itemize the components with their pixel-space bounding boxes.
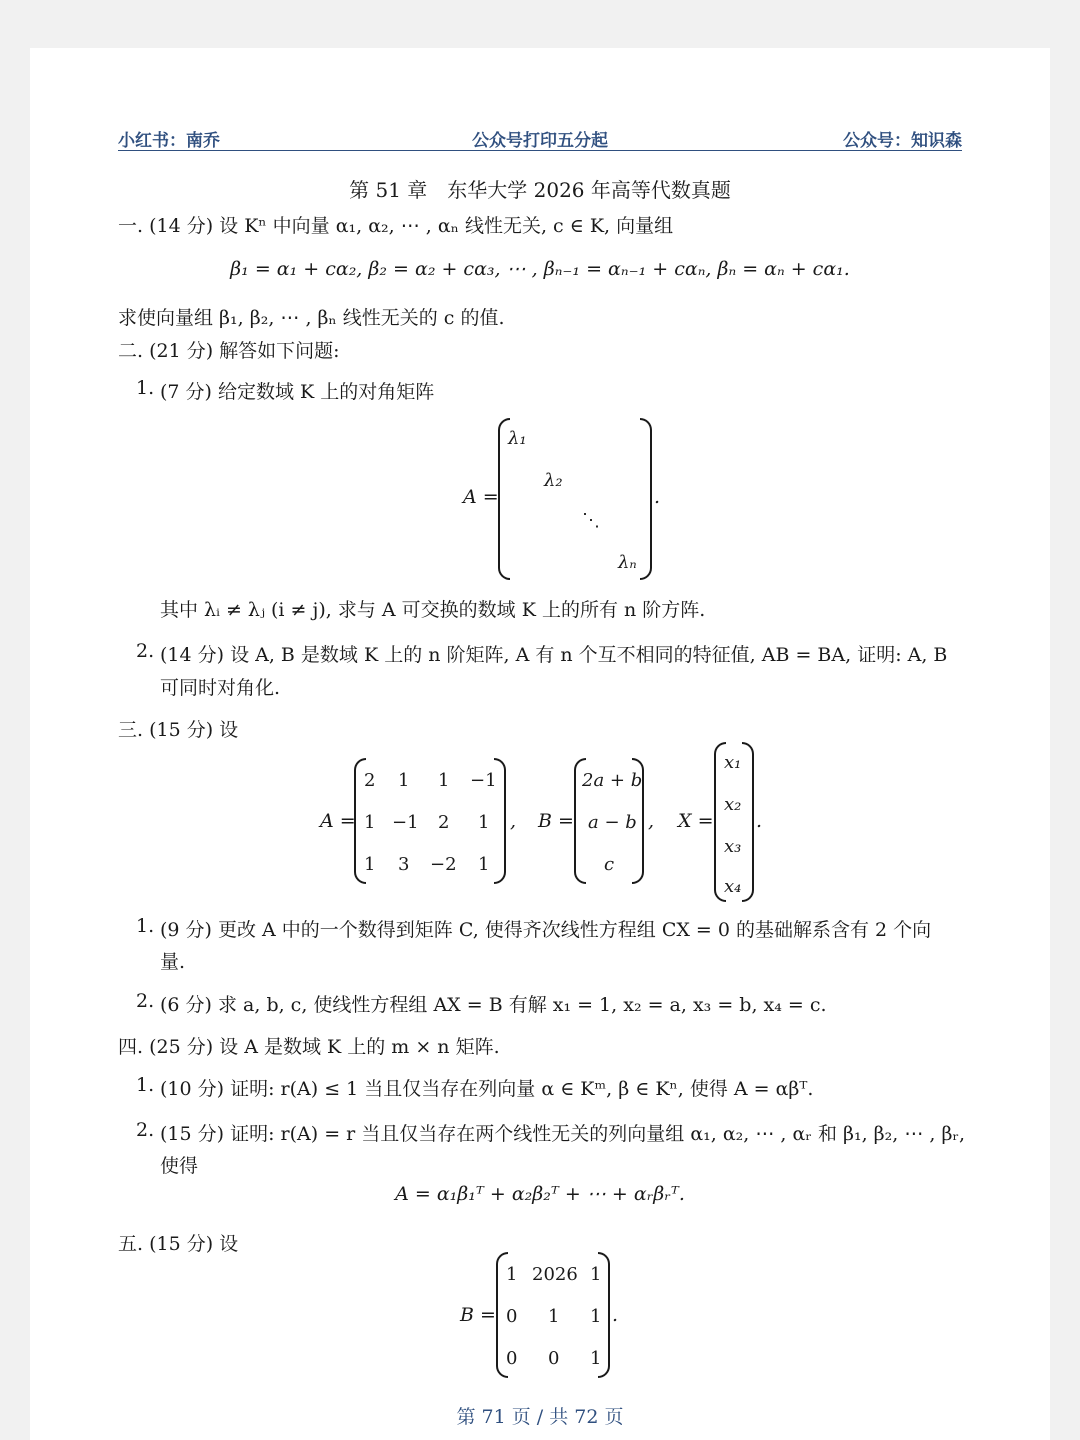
q3-p1-line2: 量. — [160, 951, 186, 973]
matrix-A-cell: 1 — [398, 770, 410, 791]
q2-p1-number: 1. — [136, 377, 155, 399]
q3-p1-line1: (9 分) 更改 A 中的一个数得到矩阵 C, 使得齐次线性方程组 CX = 0 的基础解系含有 2 个向 — [160, 919, 932, 941]
q4-p2-line2: 使得 — [160, 1155, 199, 1177]
matrix-B-cell: 2026 — [532, 1264, 578, 1285]
q3-p2-number: 2. — [136, 990, 155, 1012]
right-paren — [742, 742, 754, 902]
matrix-A-cell: 1 — [364, 812, 376, 833]
q3-B-label: B = — [538, 810, 574, 832]
header-rule — [118, 150, 962, 151]
q1-intro: 一. (14 分) 设 Kⁿ 中向量 α₁, α₂, ⋯ , αₙ 线性无关, c ∈ K, 向量组 — [118, 215, 674, 237]
vector-X-entry: x₁ — [724, 752, 742, 773]
q2-p1-text: (7 分) 给定数域 K 上的对角矩阵 — [160, 381, 435, 403]
matrix-A-cell: 1 — [364, 854, 376, 875]
q3-A-label: A = — [320, 810, 356, 832]
q4-p2-number: 2. — [136, 1119, 155, 1141]
vector-B-entry: a − b — [588, 812, 637, 833]
matrix-B-cell: 0 — [548, 1348, 560, 1369]
matrix-A-cell: −1 — [392, 812, 419, 833]
q5-intro: 五. (15 分) 设 — [118, 1233, 239, 1255]
matrix-B-cell: 0 — [506, 1306, 518, 1327]
vector-X — [714, 742, 754, 902]
vector-X-entry: x₂ — [724, 794, 742, 815]
q2-p2-line1: (14 分) 设 A, B 是数域 K 上的 n 阶矩阵, A 有 n 个互不相同的特征值, AB = BA, 证明: A, B — [160, 644, 948, 666]
matrix-A-cell: −1 — [470, 770, 497, 791]
diag-entry-2: λ₂ — [544, 470, 563, 491]
matrix-A-cell: 1 — [478, 812, 490, 833]
q3-intro: 三. (15 分) 设 — [118, 719, 239, 741]
q3-p1-number: 1. — [136, 915, 155, 937]
vector-B — [574, 758, 644, 884]
vector-B-entry: c — [604, 854, 615, 875]
matrix-A-cell: 1 — [438, 770, 450, 791]
q3-comma-1: , — [510, 810, 517, 832]
chapter-title: 第 51 章 东华大学 2026 年高等代数真题 — [349, 178, 731, 202]
q3-comma-2: , — [648, 810, 655, 832]
q2-p2-number: 2. — [136, 640, 155, 662]
q3-X-label: X = — [678, 810, 714, 832]
q4-p2-line1: (15 分) 证明: r(A) = r 当且仅当存在两个线性无关的列向量组 α₁, α₂, ⋯ , αᵣ 和 β₁, β₂, ⋯ , βᵣ, — [160, 1123, 966, 1145]
q1-ask: 求使向量组 β₁, β₂, ⋯ , βₙ 线性无关的 c 的值. — [118, 307, 505, 329]
q5-period: . — [612, 1304, 619, 1326]
matrix-B-cell: 1 — [506, 1264, 518, 1285]
q2-matrix-period: . — [654, 486, 661, 508]
q3-period: . — [756, 810, 763, 832]
page-number: 第 71 页 / 共 72 页 — [456, 1406, 624, 1428]
right-paren — [640, 418, 652, 580]
matrix-A-cell: 3 — [398, 854, 410, 875]
q5-B-label: B = — [460, 1304, 496, 1326]
q2-matrix-label: A = — [463, 486, 499, 508]
vector-B-entry: 2a + b — [582, 770, 643, 791]
header-center-text: 公众号打印五分起 — [472, 131, 608, 151]
matrix-A-cell: 2 — [364, 770, 376, 791]
matrix-B-cell: 0 — [506, 1348, 518, 1369]
matrix-A-cell: 1 — [478, 854, 490, 875]
q2-p2-line2: 可同时对角化. — [160, 677, 281, 699]
q2-p1-note: 其中 λᵢ ≠ λⱼ (i ≠ j), 求与 A 可交换的数域 K 上的所有 n 阶方阵. — [160, 599, 706, 621]
diag-entry-1: λ₁ — [508, 428, 527, 449]
matrix-B-cell: 1 — [590, 1348, 602, 1369]
q2-intro: 二. (21 分) 解答如下问题: — [118, 340, 340, 362]
matrix-B — [496, 1252, 610, 1378]
vector-X-entry: x₃ — [724, 836, 742, 857]
header-right-text: 公众号：知识森 — [843, 131, 962, 151]
header-left-text: 小红书：南乔 — [118, 131, 220, 151]
diag-dots: ⋱ — [582, 510, 600, 531]
matrix-A-cell: 2 — [438, 812, 450, 833]
q4-p2-formula: A = α₁β₁ᵀ + α₂β₂ᵀ + ⋯ + αᵣβᵣᵀ. — [395, 1183, 685, 1205]
q1-formula: β₁ = α₁ + cα₂, β₂ = α₂ + cα₃, ⋯ , βₙ₋₁ = αₙ₋₁ + cαₙ, βₙ = αₙ + cα₁. — [230, 258, 850, 280]
matrix-A-cell: −2 — [430, 854, 457, 875]
q4-intro: 四. (25 分) 设 A 是数域 K 上的 m × n 矩阵. — [118, 1036, 500, 1058]
q3-p2-text: (6 分) 求 a, b, c, 使线性方程组 AX = B 有解 x₁ = 1, x₂ = a, x₃ = b, x₄ = c. — [160, 994, 827, 1016]
matrix-B-cell: 1 — [590, 1264, 602, 1285]
diag-entry-n: λₙ — [618, 552, 637, 573]
vector-X-entry: x₄ — [724, 876, 742, 897]
diagonal-matrix — [498, 418, 652, 580]
matrix-B-cell: 1 — [590, 1306, 602, 1327]
q4-p1-text: (10 分) 证明: r(A) ≤ 1 当且仅当存在列向量 α ∈ Kᵐ, β ∈ Kⁿ, 使得 A = αβᵀ. — [160, 1078, 814, 1100]
matrix-B-cell: 1 — [548, 1306, 560, 1327]
matrix-A — [354, 758, 506, 884]
q4-p1-number: 1. — [136, 1074, 155, 1096]
